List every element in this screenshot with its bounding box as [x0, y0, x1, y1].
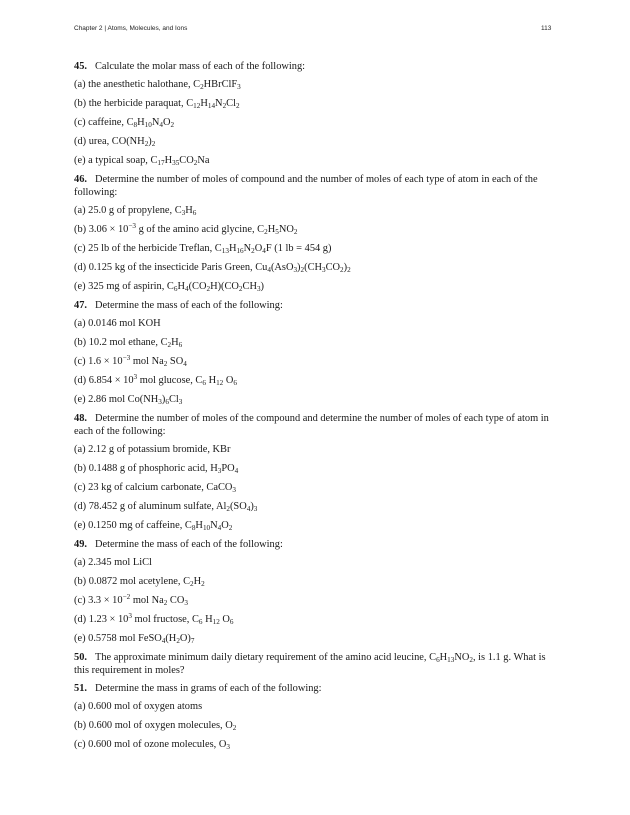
problem-number: 46.	[74, 174, 87, 185]
problem-text: Calculate the molar mass of each of the following:	[95, 61, 306, 72]
problem-part: (d) $6.854 \times 10^3$ mol glucose, $C_6$ $H_{12}$ $O_6$	[74, 373, 237, 387]
problem-text: The approximate minimum daily dietary requirement of the amino acid leucine, $C_6H_{13}NO_2$, is 1.1 g. What is this requirement in moles?	[74, 652, 546, 676]
problem-text: Determine the number of moles of compound and the number of moles of each type of atom in each of the following:	[74, 174, 538, 198]
problem-part: (e) 0.1250 mg of caffeine, $C_8H_{10}N_4O_2$	[74, 520, 233, 532]
problem-number: 51.	[74, 683, 87, 694]
problem-part: (e) 0.5758 mol $FeSO_4(H_2O)_7$	[74, 633, 195, 645]
problem-statement	[74, 651, 556, 677]
problem-number: 49.	[74, 539, 87, 550]
problem-part: (a) 0.600 mol of oxygen atoms	[74, 701, 203, 712]
problem-list	[74, 60, 556, 757]
problem-part: (d) 78.452 g of aluminum sulfate, $Al_2(SO_4)_3$	[74, 501, 258, 513]
problem-part: (b) 0.0872 mol acetylene, $C_2H_2$	[74, 576, 205, 588]
problem-part: (b) 0.1488 g of phosphoric acid, $H_3PO_4$	[74, 463, 239, 475]
problem-part: (c) $3.3 \times 10^{-2}$ mol $Na_2$ $CO_3$	[74, 593, 188, 607]
problem-part: (e) a typical soap, $C_{17}H_{35}CO_2Na$	[74, 155, 210, 167]
problem-statement	[74, 299, 556, 312]
problem-part: (b) 0.600 mol of oxygen molecules, $O_2$	[74, 720, 237, 732]
problem-part: (a) 0.0146 mol KOH	[74, 318, 161, 329]
problem-part: (c) caffeine, $C_8H_{10}N_4O_2$	[74, 117, 175, 129]
problem-statement	[74, 538, 556, 551]
problem-text: Determine the mass of each of the following:	[95, 300, 283, 311]
problem-part: (d) 0.125 kg of the insecticide Paris Green, $Cu_4(AsO_3)_2(CH_3CO_2)_2$	[74, 262, 351, 274]
problem-part: (b) 10.2 mol ethane, $C_2H_6$	[74, 337, 183, 349]
problem-statement	[74, 173, 556, 199]
problem-text: Determine the number of moles of the compound and determine the number of moles of each type of atom in each of the following:	[74, 413, 549, 437]
problem-part: (b) the herbicide paraquat, $C_{12}H_{14}N_2Cl_2$	[74, 98, 240, 110]
running-header-chapter: Chapter 2 | Atoms, Molecules, and Ions	[74, 25, 188, 32]
problem-part: (c) 25 lb of the herbicide Treflan, $C_{13}H_{16}N_2O_4F$ (1 lb = 454 g)	[74, 243, 332, 255]
problem-statement	[74, 412, 556, 438]
problem-part: (b) $3.06 \times 10^{-3}$ g of the amino acid glycine, $C_2H_5NO_2$	[74, 222, 298, 236]
problem-number: 47.	[74, 300, 87, 311]
problem-part: (a) the anesthetic halothane, $C_2HBrClF_3$	[74, 79, 241, 91]
problem-part: (c) 23 kg of calcium carbonate, CaCO$_3$	[74, 482, 236, 494]
problem-part: (e) 2.86 mol $Co(NH_3)_6Cl_3$	[74, 394, 183, 406]
problem-part: (d) urea, $CO(NH_2)_2$	[74, 136, 156, 148]
problem-part: (d) $1.23 \times 10^3$ mol fructose, $C_6$ $H_{12}$ $O_6$	[74, 612, 234, 626]
page-number: 113	[541, 25, 552, 32]
problem-part: (a) 2.12 g of potassium bromide, KBr	[74, 444, 231, 455]
problem-part: (a) 2.345 mol LiCl	[74, 557, 152, 568]
problem-number: 45.	[74, 61, 87, 72]
problem-part: (c) $1.6 \times 10^{-3}$ mol $Na_2$ $SO_4$	[74, 354, 187, 368]
problem-text: Determine the mass in grams of each of the following:	[95, 683, 322, 694]
problem-number: 50.	[74, 652, 87, 663]
problem-part: (a) 25.0 g of propylene, $C_3H_6$	[74, 205, 197, 217]
problem-part: (e) 325 mg of aspirin, $C_6H_4(CO_2H)(CO_2CH_3)$	[74, 281, 265, 293]
problem-text: Determine the mass of each of the following:	[95, 539, 283, 550]
problem-number: 48.	[74, 413, 87, 424]
problem-statement	[74, 682, 556, 695]
problem-statement	[74, 60, 556, 73]
problem-part: (c) 0.600 mol of ozone molecules, $O_3$	[74, 739, 230, 751]
